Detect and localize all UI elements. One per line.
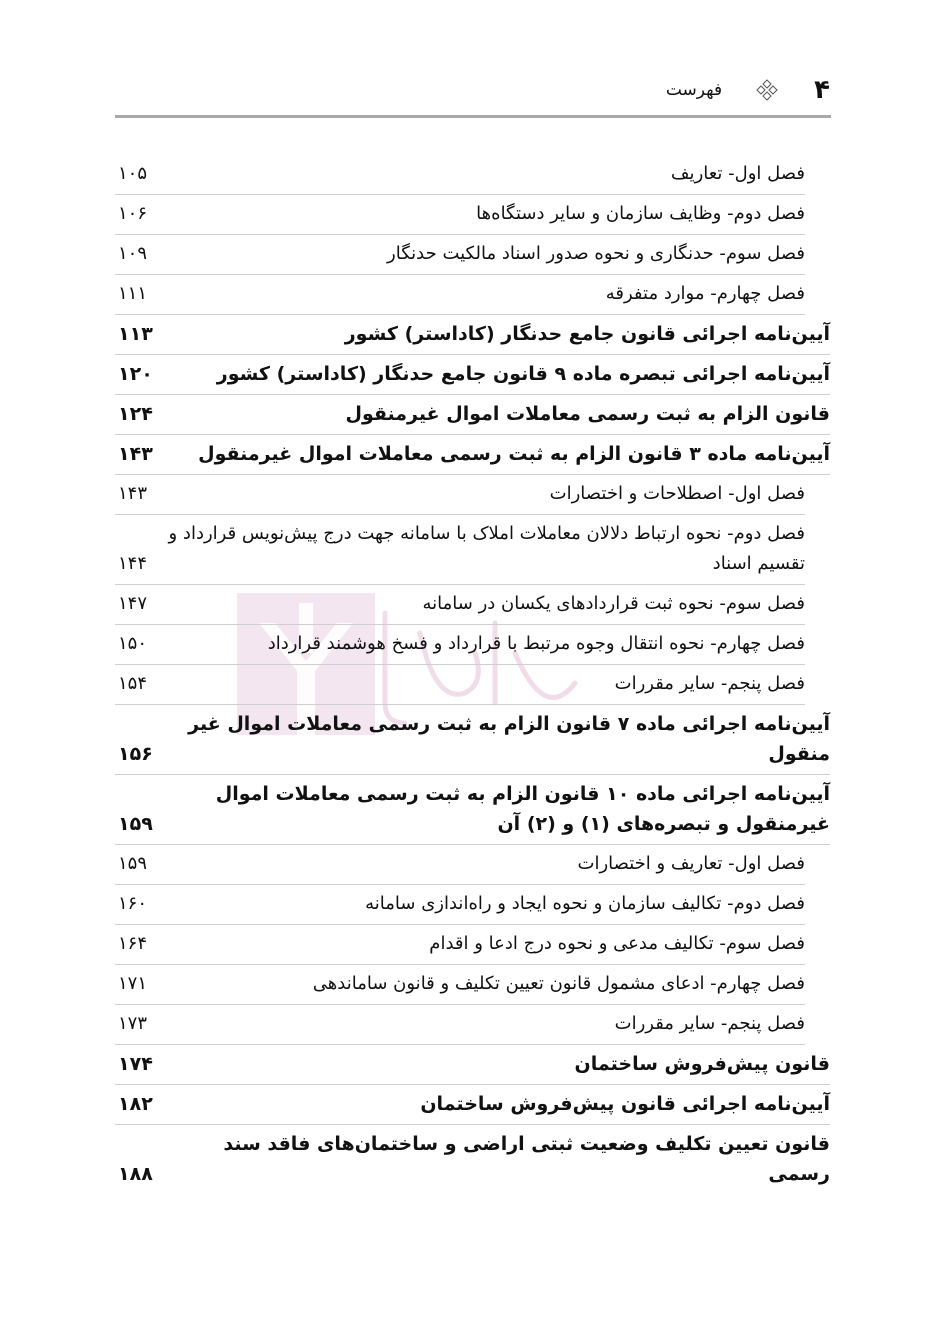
- toc-entry-title: فصل پنجم- سایر مقررات: [614, 1013, 805, 1034]
- toc-entry-title: فصل دوم- نحوه ارتباط دلالان معاملات املاک با سامانه جهت درج پیش‌نویس قرارداد و تقسیم اسناد: [168, 523, 805, 574]
- toc-entry-title: فصل دوم- وظایف سازمان و سایر دستگاه‌ها: [476, 203, 805, 224]
- toc-entry[interactable]: [115, 1085, 830, 1125]
- toc-entry[interactable]: [115, 355, 830, 395]
- toc-entry-page: ۱۶۰: [118, 893, 148, 914]
- toc-entry-page: ۱۰۹: [118, 243, 148, 264]
- toc-entry-page: ۱۷۴: [118, 1053, 153, 1075]
- toc-entry-page: ۱۷۱: [118, 973, 148, 994]
- toc-entry-title: فصل چهارم- ادعای مشمول قانون تعیین تکلیف و قانون ساماندهی: [312, 973, 805, 994]
- toc-entry-page: ۱۴۳: [118, 443, 153, 465]
- toc-entry-title: فصل سوم- حدنگاری و نحوه صدور اسناد مالکیت حدنگار: [387, 243, 805, 264]
- toc-entry[interactable]: [115, 275, 805, 315]
- toc-entry-page: ۱۸۸: [118, 1163, 153, 1185]
- toc-entry-title: آیین‌نامه اجرائی تبصره ماده ۹ قانون جامع حدنگار (کاداستر) کشور: [216, 363, 830, 385]
- toc-entry[interactable]: [115, 625, 805, 665]
- toc-entry-page: ۱۰۶: [118, 203, 148, 224]
- toc-entry-page: ۱۵۹: [118, 853, 148, 874]
- toc-entry[interactable]: [115, 315, 830, 355]
- table-of-contents: [115, 0, 830, 1234]
- toc-entry-title: فصل پنجم- سایر مقررات: [614, 673, 805, 694]
- toc-entry[interactable]: [115, 155, 805, 195]
- toc-entry[interactable]: [115, 885, 805, 925]
- toc-entry[interactable]: [115, 845, 805, 885]
- toc-entry-page: ۱۲۴: [118, 403, 153, 425]
- toc-entry-page: ۱۵۴: [118, 673, 148, 694]
- toc-entry-title: فصل سوم- تکالیف مدعی و نحوه درج ادعا و اقدام: [429, 933, 805, 954]
- toc-entry[interactable]: [115, 585, 805, 625]
- toc-entry[interactable]: [115, 435, 830, 475]
- toc-entry[interactable]: [115, 195, 805, 235]
- toc-entry[interactable]: [115, 925, 805, 965]
- toc-entry[interactable]: [115, 1045, 830, 1085]
- toc-entry-page: ۱۲۰: [118, 363, 153, 385]
- toc-entry[interactable]: [115, 775, 830, 845]
- toc-entry[interactable]: [115, 515, 805, 585]
- toc-entry-page: ۱۱۱: [118, 283, 148, 304]
- toc-entry-title: قانون پیش‌فروش ساختمان: [574, 1053, 830, 1075]
- toc-entry-title: آیین‌نامه اجرائی ماده ۱۰ قانون الزام به ثبت رسمی معاملات اموال غیرمنقول و تبصره‌های (۱) و (۲) آن: [215, 783, 830, 835]
- toc-entry[interactable]: [115, 235, 805, 275]
- toc-entry[interactable]: [115, 1125, 830, 1194]
- toc-entry-page: ۱۸۲: [118, 1093, 153, 1115]
- toc-entry-title: قانون الزام به ثبت رسمی معاملات اموال غیرمنقول: [345, 403, 830, 425]
- toc-entry-title: فصل اول- تعاریف: [670, 163, 805, 184]
- toc-entry-page: ۱۷۳: [118, 1013, 148, 1034]
- toc-entry[interactable]: [115, 395, 830, 435]
- toc-entry-title: فصل سوم- نحوه ثبت قراردادهای یکسان در سامانه: [422, 593, 805, 614]
- toc-entry-title: فصل چهارم- موارد متفرقه: [605, 283, 805, 304]
- toc-entry-page: ۱۴۷: [118, 593, 148, 614]
- toc-entry-page: ۱۵۹: [118, 813, 153, 835]
- toc-entry[interactable]: [115, 475, 805, 515]
- toc-entry-title: فصل دوم- تکالیف سازمان و نحوه ایجاد و راه‌اندازی سامانه: [365, 893, 805, 914]
- toc-entry[interactable]: [115, 1005, 805, 1045]
- toc-entry-title: آیین‌نامه ماده ۳ قانون الزام به ثبت رسمی معاملات اموال غیرمنقول: [198, 443, 830, 465]
- toc-entry-page: ۱۵۶: [118, 743, 153, 765]
- toc-entry-page: ۱۰۵: [118, 163, 148, 184]
- toc-entry-page: ۱۱۳: [118, 323, 153, 345]
- toc-entry-title: آیین‌نامه اجرائی ماده ۷ قانون الزام به ثبت رسمی معاملات اموال غیر منقول: [188, 713, 830, 765]
- header-title: فهرست: [665, 80, 723, 100]
- toc-entry-page: ۱۴۳: [118, 483, 148, 504]
- toc-entry-title: آیین‌نامه اجرائی قانون پیش‌فروش ساختمان: [420, 1093, 830, 1115]
- toc-entry-page: ۱۵۰: [118, 633, 148, 654]
- toc-entry-title: قانون تعیین تکلیف وضعیت ثبتی اراضی و ساختمان‌های فاقد سند رسمی: [223, 1133, 830, 1185]
- toc-entry-title: فصل اول- تعاریف و اختصارات: [577, 853, 805, 874]
- page-number: ۴: [814, 75, 830, 105]
- toc-entry-page: ۱۶۴: [118, 933, 148, 954]
- toc-entry-page: ۱۴۴: [118, 553, 148, 574]
- toc-entry-title: فصل چهارم- نحوه انتقال وجوه مرتبط با قرارداد و فسخ هوشمند قرارداد: [267, 633, 805, 654]
- toc-entry-title: فصل اول- اصطلاحات و اختصارات: [549, 483, 805, 504]
- toc-entry-title: آیین‌نامه اجرائی قانون جامع حدنگار (کاداستر) کشور: [344, 323, 830, 345]
- toc-entry[interactable]: [115, 665, 805, 705]
- toc-entry[interactable]: [115, 705, 830, 775]
- toc-entry[interactable]: [115, 965, 805, 1005]
